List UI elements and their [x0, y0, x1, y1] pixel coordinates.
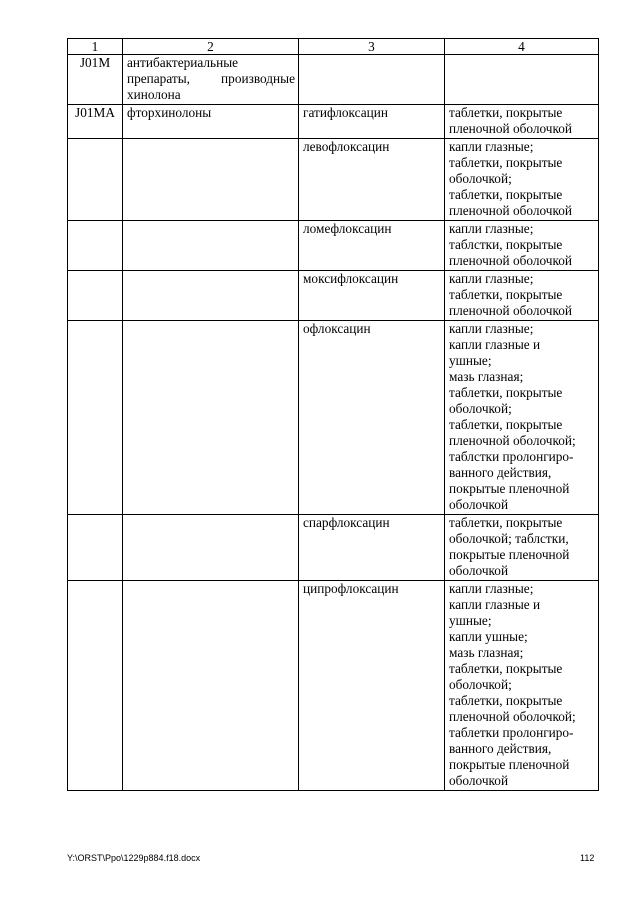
table-row — [68, 271, 599, 321]
group-name-cell: антибактериальные препараты, производные хинолона — [123, 55, 299, 105]
atc-code-cell — [68, 139, 123, 221]
table-row — [68, 55, 599, 105]
atc-code-cell — [68, 515, 123, 581]
dosage-forms-cell: капли глазные; капли глазные и ушные; капли ушные; мазь глазная; таблетки, покрытые оболочкой; таблетки, покрытые пленочной оболочкой; таблетки пролонгиро- ванного действия, покрытые пленочной оболочкой — [445, 581, 599, 791]
atc-code-cell — [68, 221, 123, 271]
group-name-cell — [123, 321, 299, 515]
table-row — [68, 581, 599, 791]
drug-name-cell: спарфлоксацин — [299, 515, 445, 581]
column-header-4: 4 — [445, 39, 599, 55]
table-row — [68, 105, 599, 139]
group-name-cell — [123, 581, 299, 791]
atc-code-cell: J01MA — [68, 105, 123, 139]
footer-file-path: Y:\ORST\Ppo\1229p884.f18.docx — [67, 853, 201, 863]
table-row — [68, 139, 599, 221]
dosage-forms-cell — [445, 55, 599, 105]
table-row — [68, 221, 599, 271]
group-name-cell — [123, 139, 299, 221]
column-header-3: 3 — [299, 39, 445, 55]
group-name-cell — [123, 271, 299, 321]
group-name-cell — [123, 515, 299, 581]
dosage-forms-cell: капли глазные; капли глазные и ушные; мазь глазная; таблетки, покрытые оболочкой; таблетки, покрытые пленочной оболочкой; таблстки пролонгиро- ванного действия, покрытые пленочной оболочкой — [445, 321, 599, 515]
table-row — [68, 515, 599, 581]
atc-code-cell: J01M — [68, 55, 123, 105]
group-name-cell — [123, 221, 299, 271]
column-header-1: 1 — [68, 39, 123, 55]
dosage-forms-cell: капли глазные; таблстки, покрытые пленочной оболочкой — [445, 221, 599, 271]
drug-table — [67, 38, 599, 791]
drug-name-cell — [299, 55, 445, 105]
drug-name-cell: ломефлоксацин — [299, 221, 445, 271]
column-header-2: 2 — [123, 39, 299, 55]
dosage-forms-cell: капли глазные; таблетки, покрытые пленочной оболочкой — [445, 271, 599, 321]
drug-name-cell: гатифлоксацин — [299, 105, 445, 139]
page-number: 112 — [580, 853, 595, 863]
drug-name-cell: офлоксацин — [299, 321, 445, 515]
table-header-row — [68, 39, 599, 55]
group-name-cell: фторхинолоны — [123, 105, 299, 139]
atc-code-cell — [68, 321, 123, 515]
drug-name-cell: левофлоксацин — [299, 139, 445, 221]
atc-code-cell — [68, 271, 123, 321]
drug-name-cell: ципрофлоксацин — [299, 581, 445, 791]
drug-name-cell: моксифлоксацин — [299, 271, 445, 321]
atc-code-cell — [68, 581, 123, 791]
dosage-forms-cell: таблетки, покрытые оболочкой; таблстки, покрытые пленочной оболочкой — [445, 515, 599, 581]
dosage-forms-cell: таблетки, покрытые пленочной оболочкой — [445, 105, 599, 139]
table-row — [68, 321, 599, 515]
dosage-forms-cell: капли глазные; таблетки, покрытые оболочкой; таблетки, покрытые пленочной оболочкой — [445, 139, 599, 221]
